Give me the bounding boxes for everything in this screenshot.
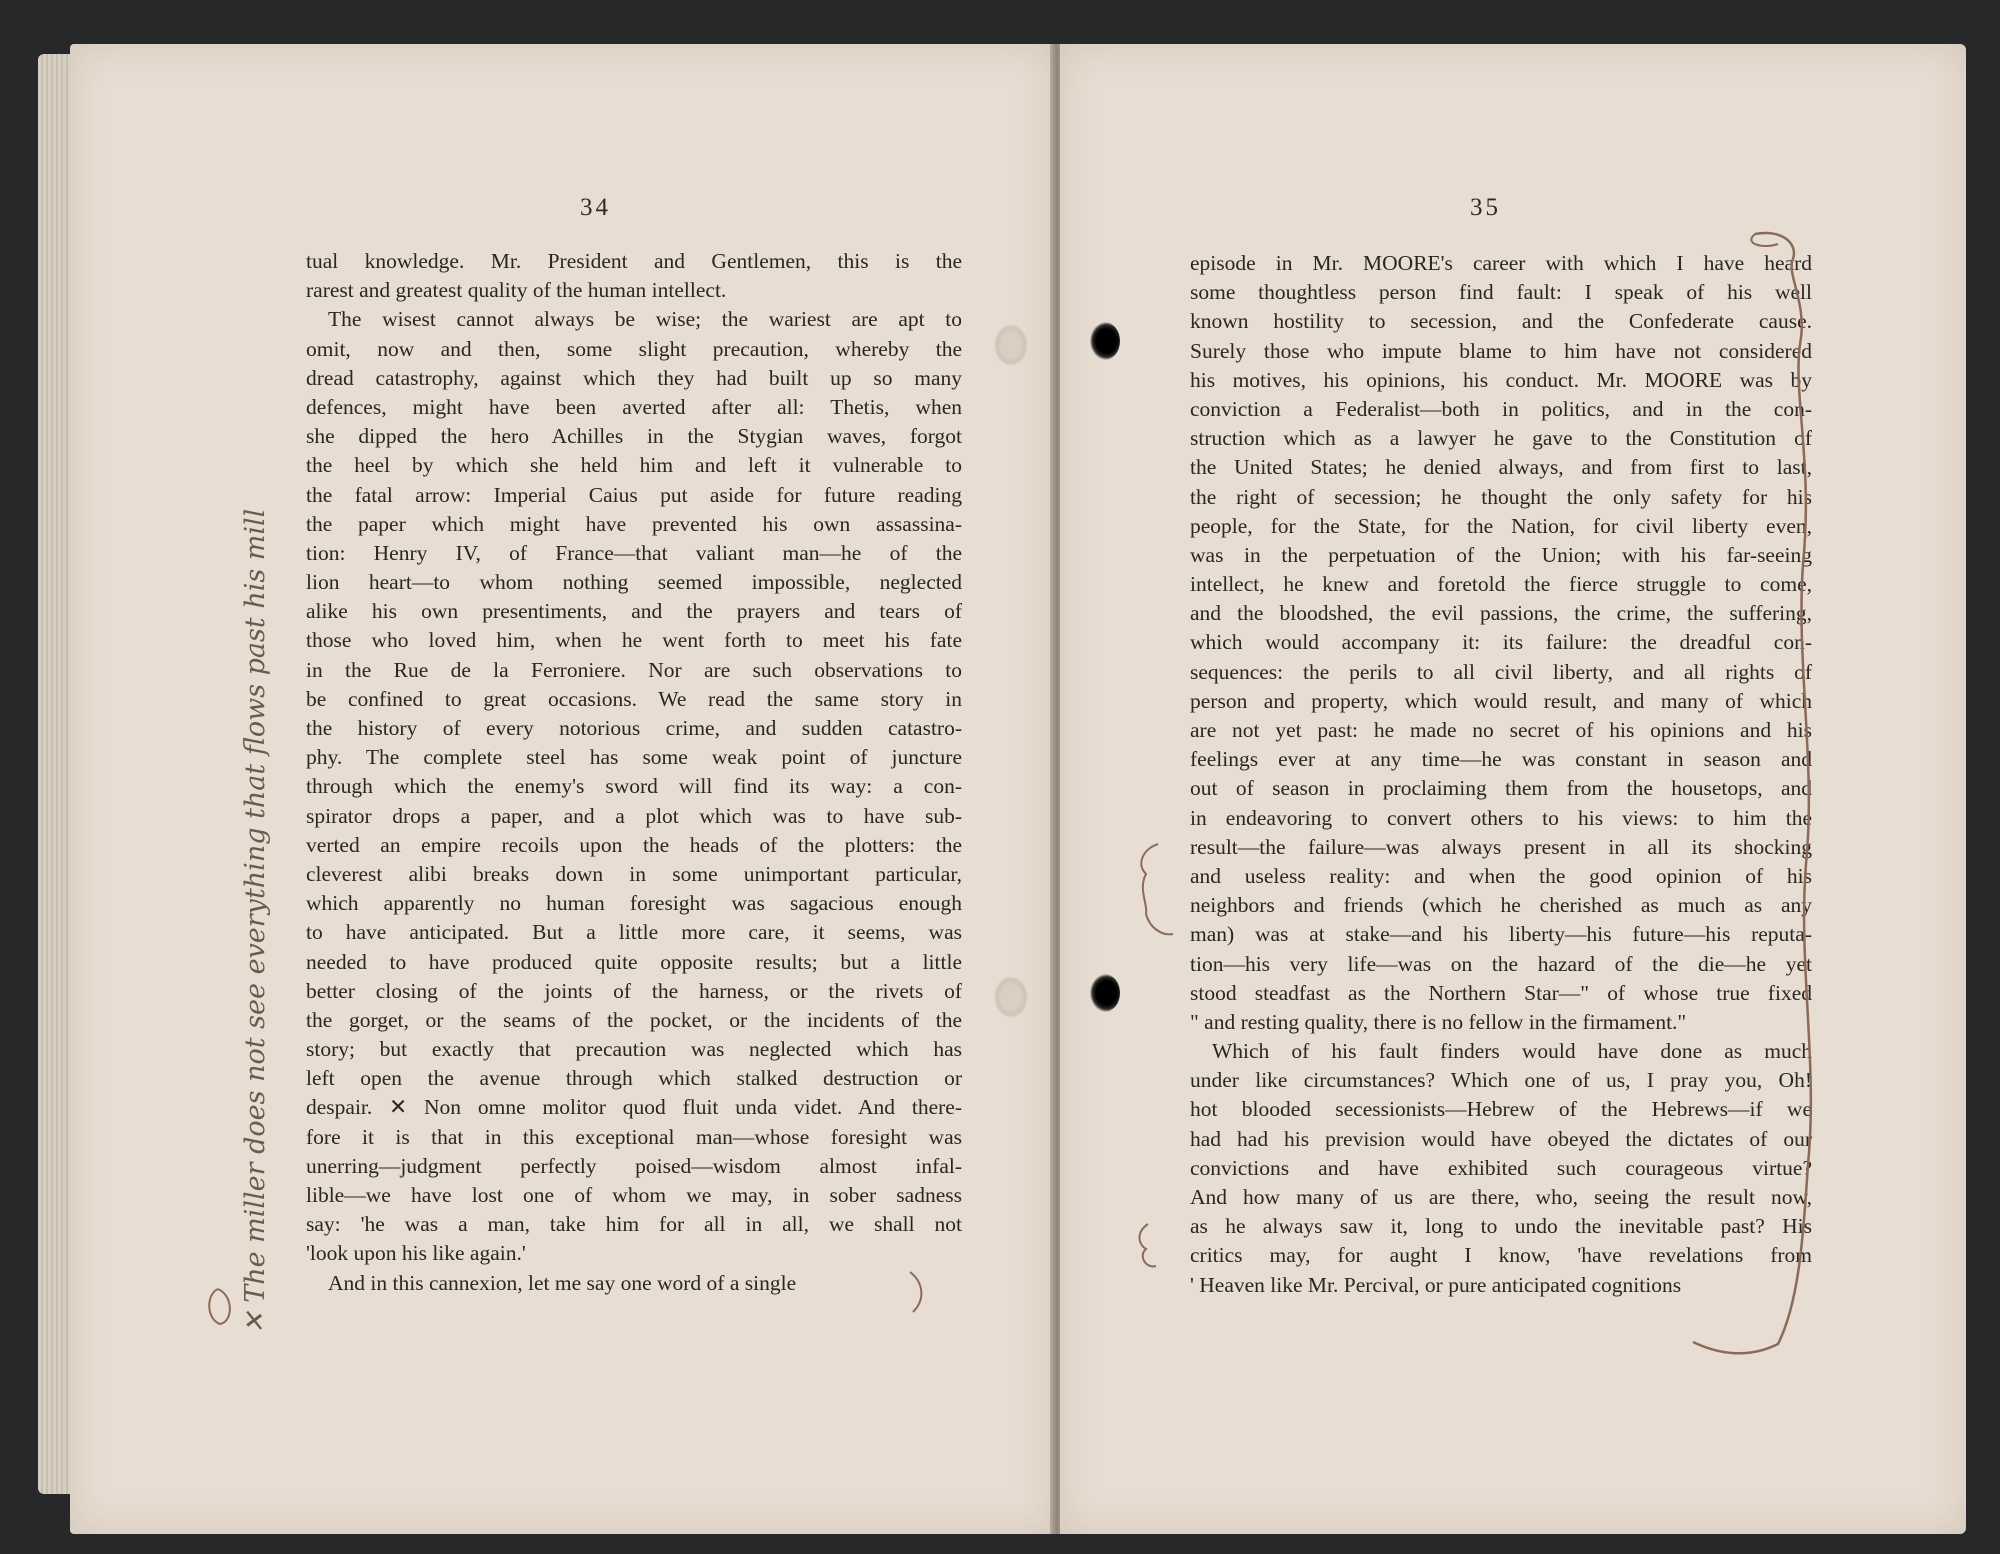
text-line: phy. The complete steel has some weak point of juncture xyxy=(306,745,962,770)
text-line: stood steadfast as the Northern Star—" of whose true fixed xyxy=(1190,980,1812,1005)
text-line: defences, might have been averted after all: Thetis, when xyxy=(306,394,962,419)
text-line: struction which as a lawyer he gave to the Constitution of xyxy=(1190,426,1812,451)
booklet xyxy=(38,44,1966,1534)
text-line: episode in Mr. MOORE's career with which I have heard xyxy=(1190,251,1812,275)
text-line: through which the enemy's sword will find its way: a con- xyxy=(306,774,962,799)
text-line: and useless reality: and when the good opinion of his xyxy=(1190,863,1812,888)
text-line: in the Rue de la Ferroniere. Nor are such observations to xyxy=(306,657,962,682)
text-line: neighbors and friends (which he cherished as much as any xyxy=(1190,893,1812,918)
text-line: say: 'he was a man, take him for all in all, we shall not xyxy=(306,1212,962,1237)
text-line: unerring—judgment perfectly poised—wisdom almost infal- xyxy=(306,1153,962,1178)
text-line: lible—we have lost one of whom we may, in sober sadness xyxy=(306,1183,962,1207)
text-line: convictions and have exhibited such courageous virtue? xyxy=(1190,1155,1812,1180)
text-line: omit, now and then, some slight precaution, whereby the xyxy=(306,336,962,361)
text-line: sequences: the perils to all civil liberty, and all rights of xyxy=(1190,659,1812,684)
text-line: some thoughtless person find fault: I speak of his well xyxy=(1190,280,1812,305)
text-line: under like circumstances? Which one of us, I pray you, Oh! xyxy=(1190,1068,1812,1093)
text-line: tion: Henry IV, of France—that valiant man—he of the xyxy=(306,540,962,565)
circle-mark-left xyxy=(209,1289,230,1324)
text-line: 'look upon his like again.' xyxy=(306,1241,526,1266)
bracket-mid-left xyxy=(1141,844,1173,934)
text-line: which would accompany it: its failure: the dreadful con- xyxy=(1190,630,1812,655)
text-line: his motives, his opinions, his conduct. Mr. MOORE was by xyxy=(1190,367,1812,392)
text-line: dread catastrophy, against which they had built up so many xyxy=(306,365,962,390)
text-line: be confined to great occasions. We read the same story in xyxy=(306,686,962,711)
text-line: out of season in proclaiming them from the housetops, and xyxy=(1190,776,1812,801)
text-line: the right of secession; he thought the only safety for his xyxy=(1190,484,1812,509)
text-line: man) was at stake—and his liberty—his future—his reputa- xyxy=(1190,922,1812,947)
text-line: those who loved him, when he went forth to meet his fate xyxy=(306,628,962,653)
text-line: the paper which might have prevented his own assassina- xyxy=(306,511,962,536)
text-line: spirator drops a paper, and a plot which was to have sub- xyxy=(306,803,962,828)
text-line: Surely those who impute blame to him have not considered xyxy=(1190,338,1812,363)
text-line: needed to have produced quite opposite results; but a little xyxy=(306,949,962,974)
text-line: fore it is that in this exceptional man—whose foresight was xyxy=(306,1124,962,1149)
text-line: the history of every notorious crime, and sudden catastro- xyxy=(306,716,962,740)
text-line: feelings ever at any time—he was constant in season and xyxy=(1190,747,1812,772)
margin-note-handwritten: ✕ The miller does not see everything that flows past his mill xyxy=(240,508,271,1334)
text-line: had had his prevision would have obeyed the dictates of our xyxy=(1190,1126,1812,1151)
text-line: tual knowledge. Mr. President and Gentlemen, this is the xyxy=(306,249,962,273)
text-line: the gorget, or the seams of the pocket, or the incidents of the xyxy=(306,1007,962,1032)
bracket-right-margin xyxy=(1693,233,1811,1353)
text-line: intellect, he knew and foretold the fierce struggle to come, xyxy=(1190,572,1812,597)
text-line: left open the avenue through which stalked destruction or xyxy=(306,1066,962,1091)
bracket-right-small xyxy=(1751,234,1778,246)
text-line: The wisest cannot always be wise; the wariest are apt to xyxy=(328,307,962,332)
text-line: to have anticipated. But a little more care, it seems, was xyxy=(306,920,962,945)
text-line: verted an empire recoils upon the heads of the plotters: the xyxy=(306,832,962,857)
text-line: people, for the State, for the Nation, for civil liberty even, xyxy=(1190,513,1812,538)
text-line: And how many of us are there, who, seeing the result now, xyxy=(1190,1185,1812,1209)
text-line: lion heart—to whom nothing seemed impossible, neglected xyxy=(306,570,962,595)
text-line: was in the perpetuation of the Union; with his far-seeing xyxy=(1190,542,1812,567)
text-line: And in this cannexion, let me say one word of a single xyxy=(328,1270,797,1295)
text-line: person and property, which would result, and many of which xyxy=(1190,688,1812,713)
text-line: and the bloodshed, the evil passions, the crime, the suffering, xyxy=(1190,601,1812,626)
text-line: " and resting quality, there is no fellow in the firmament." xyxy=(1190,1009,1687,1034)
text-line: are not yet past: he made no secret of his opinions and his xyxy=(1190,718,1812,742)
text-line: Which of his fault finders would have done as much xyxy=(1212,1039,1812,1064)
text-line: result—the failure—was always present in all its shocking xyxy=(1190,834,1812,859)
text-line: in endeavoring to convert others to his views: to him the xyxy=(1190,805,1812,830)
text-line: story; but exactly that precaution was neglected which has xyxy=(306,1037,962,1062)
text-line: she dipped the hero Achilles in the Stygian waves, forgot xyxy=(306,424,962,449)
text-line: the heel by which she held him and left it vulnerable to xyxy=(306,453,962,478)
text-line: ' Heaven like Mr. Percival, or pure anticipated cognitions xyxy=(1190,1272,1682,1297)
text-line: despair. ✕ Non omne molitor quod fluit unda videt. And there- xyxy=(306,1095,962,1120)
text-line: better closing of the joints of the harness, or the rivets of xyxy=(306,978,962,1003)
page-number-left: 34 xyxy=(580,194,611,221)
text-line: the fatal arrow: Imperial Caius put aside for future reading xyxy=(306,482,962,507)
text-line: conviction a Federalist—both in politics, and in the con- xyxy=(1190,396,1812,421)
text-line: as he always saw it, long to undo the inevitable past? His xyxy=(1190,1214,1812,1239)
text-line: known hostility to secession, and the Confederate cause. xyxy=(1190,309,1812,334)
text-line: tion—his very life—was on the hazard of the die—he yet xyxy=(1190,951,1812,976)
text-line: cleverest alibi breaks down in some unimportant particular, xyxy=(306,861,962,886)
text-line: alike his own presentiments, and the prayers and tears of xyxy=(306,599,962,624)
handwritten-brackets xyxy=(38,44,1966,1534)
text-line: the United States; he denied always, and from first to last, xyxy=(1190,455,1812,480)
text-line: rarest and greatest quality of the human intellect. xyxy=(306,278,727,303)
text-line: which apparently no human foresight was sagacious enough xyxy=(306,891,962,916)
text-line: hot blooded secessionists—Hebrew of the Hebrews—if we xyxy=(1190,1097,1812,1122)
page-number-right: 35 xyxy=(1470,194,1501,221)
bracket-bottom-left xyxy=(1140,1224,1157,1266)
text-line: critics may, for aught I know, 'have revelations from xyxy=(1190,1243,1812,1268)
bracket-left-bottom xyxy=(910,1272,921,1312)
